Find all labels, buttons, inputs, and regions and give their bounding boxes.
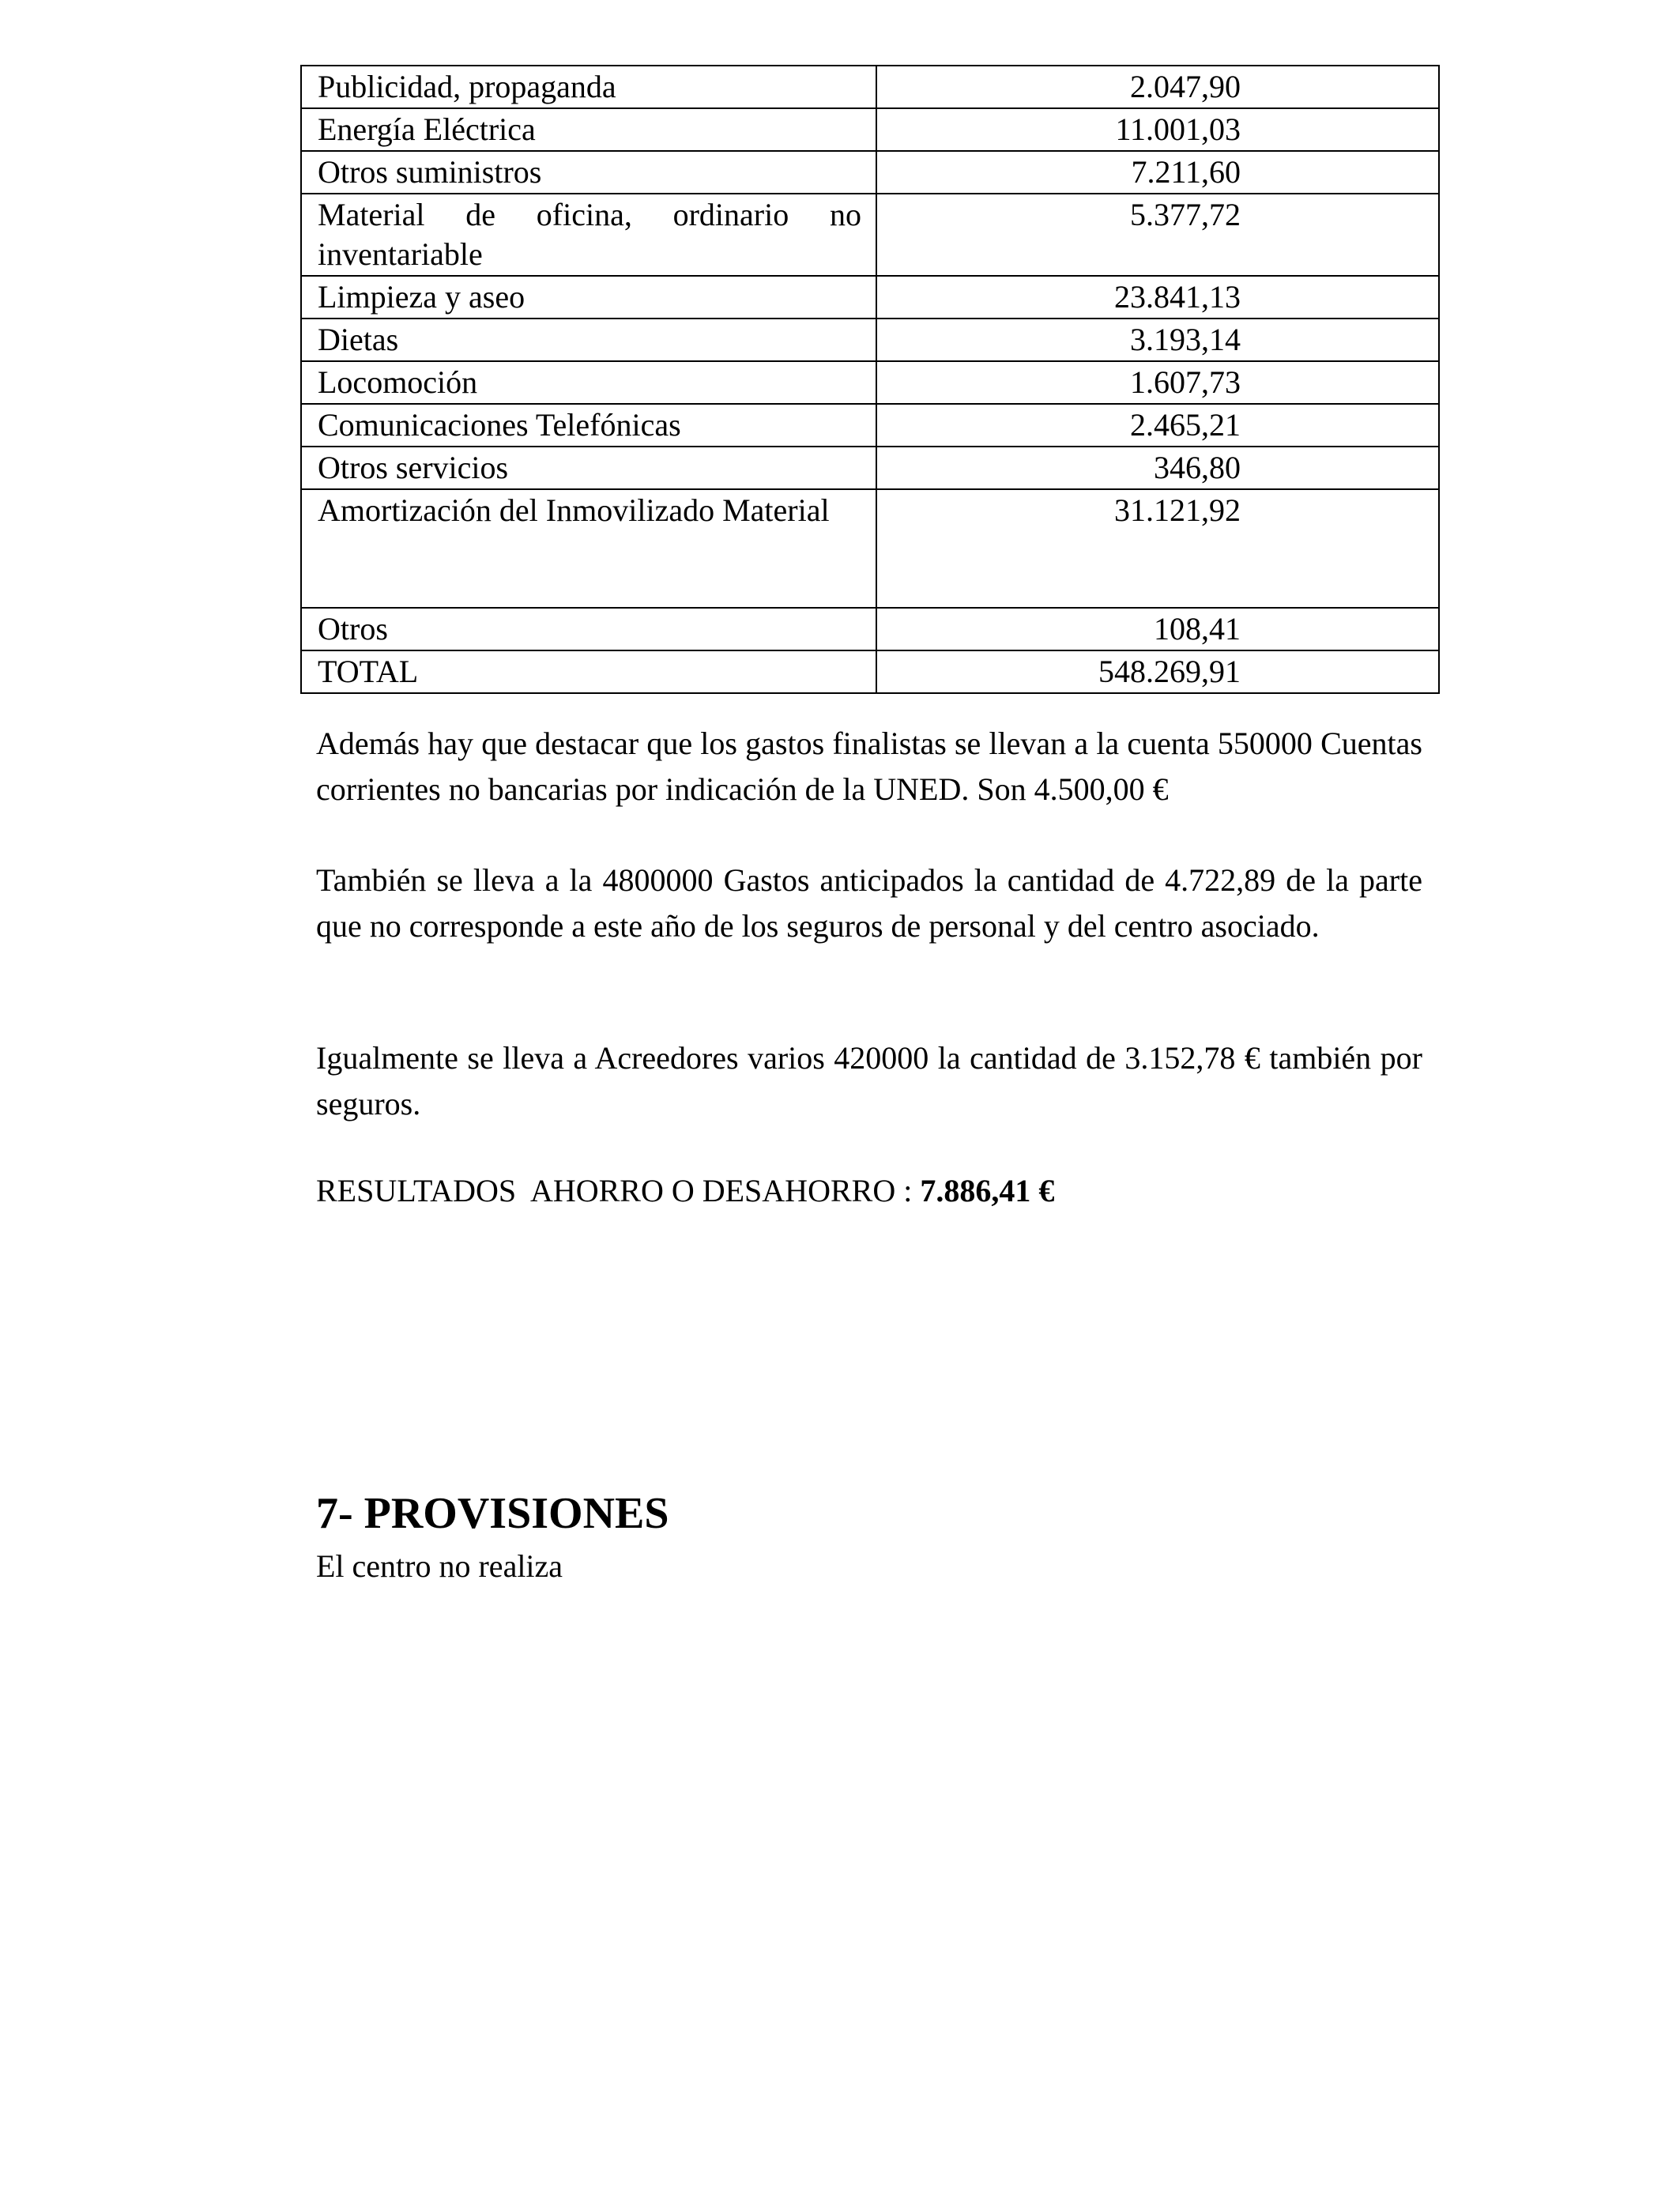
expense-amount-cell: 1.607,73	[876, 361, 1439, 404]
result-label: RESULTADOS AHORRO O DESAHORRO :	[316, 1173, 921, 1208]
table-row	[301, 108, 1439, 151]
paragraph-prepaid-expenses: También se lleva a la 4800000 Gastos anticipados la cantidad de 4.722,89 de la parte que no corresponde a este año de los seguros de personal y del centro asociado.	[316, 862, 1422, 944]
result-line	[316, 1168, 1054, 1214]
table-row	[301, 650, 1439, 693]
expense-amount-cell: 346,80	[876, 447, 1439, 489]
expense-concept-cell: Otros servicios	[301, 447, 876, 489]
expense-amount-cell: 548.269,91	[876, 650, 1439, 693]
paragraph-creditors: Igualmente se lleva a Acreedores varios 420000 la cantidad de 3.152,78 € también por seguros.	[316, 1040, 1422, 1122]
expense-concept-cell: Limpieza y aseo	[301, 276, 876, 319]
table-row	[301, 66, 1439, 108]
table-row	[301, 489, 1439, 608]
expense-concept-cell: Otros suministros	[301, 151, 876, 194]
table-row	[301, 404, 1439, 447]
expense-concept-cell: Comunicaciones Telefónicas	[301, 404, 876, 447]
expense-concept-cell: Publicidad, propaganda	[301, 66, 876, 108]
expense-amount-cell: 2.047,90	[876, 66, 1439, 108]
expense-concept-cell: Otros	[301, 608, 876, 650]
expense-amount-cell: 5.377,72	[876, 194, 1439, 276]
expense-amount-cell: 108,41	[876, 608, 1439, 650]
expense-concept-cell: Dietas	[301, 319, 876, 361]
table-row	[301, 194, 1439, 276]
expense-concept-cell: TOTAL	[301, 650, 876, 693]
expense-amount-cell: 11.001,03	[876, 108, 1439, 151]
paragraph-finalist-expenses: Además hay que destacar que los gastos finalistas se llevan a la cuenta 550000 Cuentas corrientes no bancarias por indicación de la UNED. Son 4.500,00 €	[316, 726, 1422, 807]
expense-table-body	[301, 66, 1439, 693]
table-row	[301, 276, 1439, 319]
table-row	[301, 608, 1439, 650]
expense-concept-cell: Energía Eléctrica	[301, 108, 876, 151]
section-text: El centro no realiza	[316, 1548, 563, 1584]
expense-concept-cell: Amortización del Inmovilizado Material	[301, 489, 876, 608]
result-value: 7.886,41 €	[920, 1173, 1055, 1208]
expense-table	[300, 65, 1440, 694]
section-heading: 7- PROVISIONES	[316, 1489, 669, 1538]
table-row	[301, 361, 1439, 404]
table-row	[301, 319, 1439, 361]
table-row	[301, 447, 1439, 489]
expense-concept-cell: Material de oficina, ordinario no inventariable	[301, 194, 876, 276]
table-row	[301, 151, 1439, 194]
expense-amount-cell: 23.841,13	[876, 276, 1439, 319]
expense-amount-cell: 31.121,92	[876, 489, 1439, 608]
expense-amount-cell: 2.465,21	[876, 404, 1439, 447]
expense-amount-cell: 7.211,60	[876, 151, 1439, 194]
expense-amount-cell: 3.193,14	[876, 319, 1439, 361]
expense-concept-cell: Locomoción	[301, 361, 876, 404]
